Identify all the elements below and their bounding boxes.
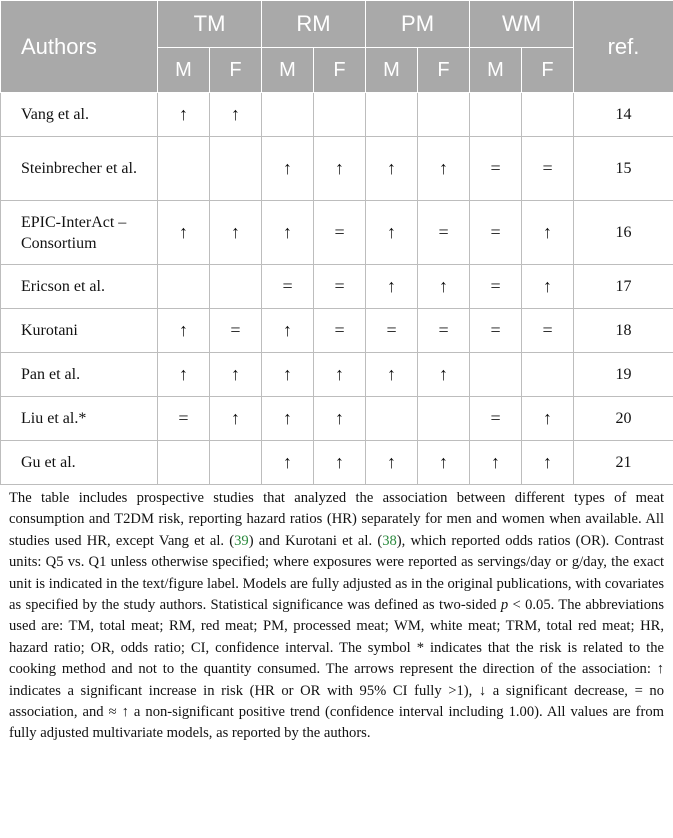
value-cell: ↑ [210,397,262,441]
value-cell: = [470,397,522,441]
ref-cell: 21 [574,441,673,485]
header-sub: F [210,48,262,93]
footnote-text: < 0.05. The abbreviations used are: TM, total meat; RM, red meat; PM, processed meat; WM, white meat; TRM, total red meat; HR, hazard ratio; OR, odds ratio; CI, confidence interval. The symbol * indicates that the risk is related to the cooking method and not to the quantity consumed. The arrows represent the direction of the association: ↑ indicates a significant increase in risk (HR or OR with 95% CI fully >1), ↓ a significant decrease, = no association, and ≈ ↑ a non-significant positive trend (confidence interval including 1.00). All values are from fully adjusted multivariate models, as reported by the authors. [9,597,664,742]
header-sub: M [262,48,314,93]
table-header [1,1,673,93]
value-cell: ↑ [366,353,418,397]
value-cell: = [314,201,366,265]
value-cell: ↑ [158,201,210,265]
table-footnote [0,485,673,745]
header-group-pm: PM [366,1,470,48]
value-cell: ↑ [210,93,262,137]
value-cell: ↑ [366,265,418,309]
value-cell: ↑ [366,201,418,265]
value-cell: ↑ [418,353,470,397]
value-cell [366,93,418,137]
value-cell: ↑ [158,309,210,353]
footnote-p-symbol: p [500,597,509,614]
value-cell [522,353,574,397]
footnote-text: ) and Kurotani et al. ( [248,532,383,549]
value-cell: = [210,309,262,353]
value-cell [262,93,314,137]
value-cell: = [470,265,522,309]
header-sub: M [366,48,418,93]
value-cell [418,397,470,441]
value-cell: ↑ [158,93,210,137]
value-cell: ↑ [418,265,470,309]
value-cell: ↑ [366,441,418,485]
value-cell: ↑ [210,201,262,265]
value-cell: = [470,309,522,353]
value-cell: ↑ [262,397,314,441]
citation-link[interactable]: 38 [382,532,397,549]
value-cell [470,353,522,397]
header-sub: F [314,48,366,93]
value-cell: ↑ [262,137,314,201]
header-sub: F [522,48,574,93]
value-cell: = [418,309,470,353]
author-cell: Gu et al. [1,441,158,485]
header-group-wm: WM [470,1,574,48]
author-cell: EPIC-InterAct – Consortium [1,201,158,265]
value-cell [314,93,366,137]
value-cell [366,397,418,441]
ref-cell: 20 [574,397,673,441]
value-cell: ↑ [262,201,314,265]
ref-cell: 17 [574,265,673,309]
ref-cell: 15 [574,137,673,201]
value-cell: = [314,309,366,353]
author-cell: Kurotani [1,309,158,353]
value-cell: = [158,397,210,441]
value-cell: ↑ [522,265,574,309]
value-cell: = [418,201,470,265]
value-cell: = [314,265,366,309]
value-cell: ↑ [262,309,314,353]
value-cell: ↑ [522,397,574,441]
header-sub: M [470,48,522,93]
value-cell: = [522,309,574,353]
value-cell [158,265,210,309]
value-cell [210,441,262,485]
table-row [1,441,673,485]
value-cell [158,441,210,485]
header-authors: Authors [1,1,158,93]
value-cell: ↑ [366,137,418,201]
value-cell: ↑ [314,137,366,201]
value-cell: ↑ [522,201,574,265]
value-cell: ↑ [262,441,314,485]
value-cell [522,93,574,137]
value-cell: ↑ [418,441,470,485]
header-ref: ref. [574,1,673,93]
table-row [1,353,673,397]
value-cell: ↑ [210,353,262,397]
value-cell: = [522,137,574,201]
value-cell: ↑ [470,441,522,485]
table-row [1,137,673,201]
ref-cell: 19 [574,353,673,397]
ref-cell: 14 [574,93,673,137]
ref-cell: 18 [574,309,673,353]
value-cell: = [366,309,418,353]
author-cell: Liu et al.* [1,397,158,441]
header-sub: M [158,48,210,93]
value-cell [418,93,470,137]
table-row [1,265,673,309]
value-cell: ↑ [418,137,470,201]
footnote-text: The table includes prospective studies that analyzed the association between different types of meat consumption and T2DM risk, reporting hazard ratios (HR) separately for men and women when available. All studies used HR, except Vang et al. ( [9,490,664,549]
value-cell: ↑ [314,397,366,441]
table-row [1,201,673,265]
table-row [1,397,673,441]
author-cell: Ericson et al. [1,265,158,309]
value-cell: ↑ [262,353,314,397]
value-cell: = [262,265,314,309]
value-cell: ↑ [522,441,574,485]
value-cell: = [470,137,522,201]
table-row [1,309,673,353]
value-cell [210,265,262,309]
value-cell: = [470,201,522,265]
value-cell: ↑ [314,353,366,397]
value-cell: ↑ [158,353,210,397]
header-group-rm: RM [262,1,366,48]
author-cell: Steinbrecher et al. [1,137,158,201]
value-cell [158,137,210,201]
header-sub: F [418,48,470,93]
value-cell [470,93,522,137]
footnote-text: ), which reported odds ratios (OR). Contrast units: Q5 vs. Q1 unless otherwise specified; where exposures were reported as servings/day or g/day, the exact unit is indicated in the text/figure label. Models are fully adjusted as in the original publications, with covariates as specified by the study authors. Statistical significance was defined as two-sided [9,532,664,614]
citation-link[interactable]: 39 [234,532,249,549]
header-group-tm: TM [158,1,262,48]
table-body [1,93,673,485]
value-cell: ↑ [314,441,366,485]
author-cell: Vang et al. [1,93,158,137]
table-row [1,93,673,137]
value-cell [210,137,262,201]
ref-cell: 16 [574,201,673,265]
author-cell: Pan et al. [1,353,158,397]
